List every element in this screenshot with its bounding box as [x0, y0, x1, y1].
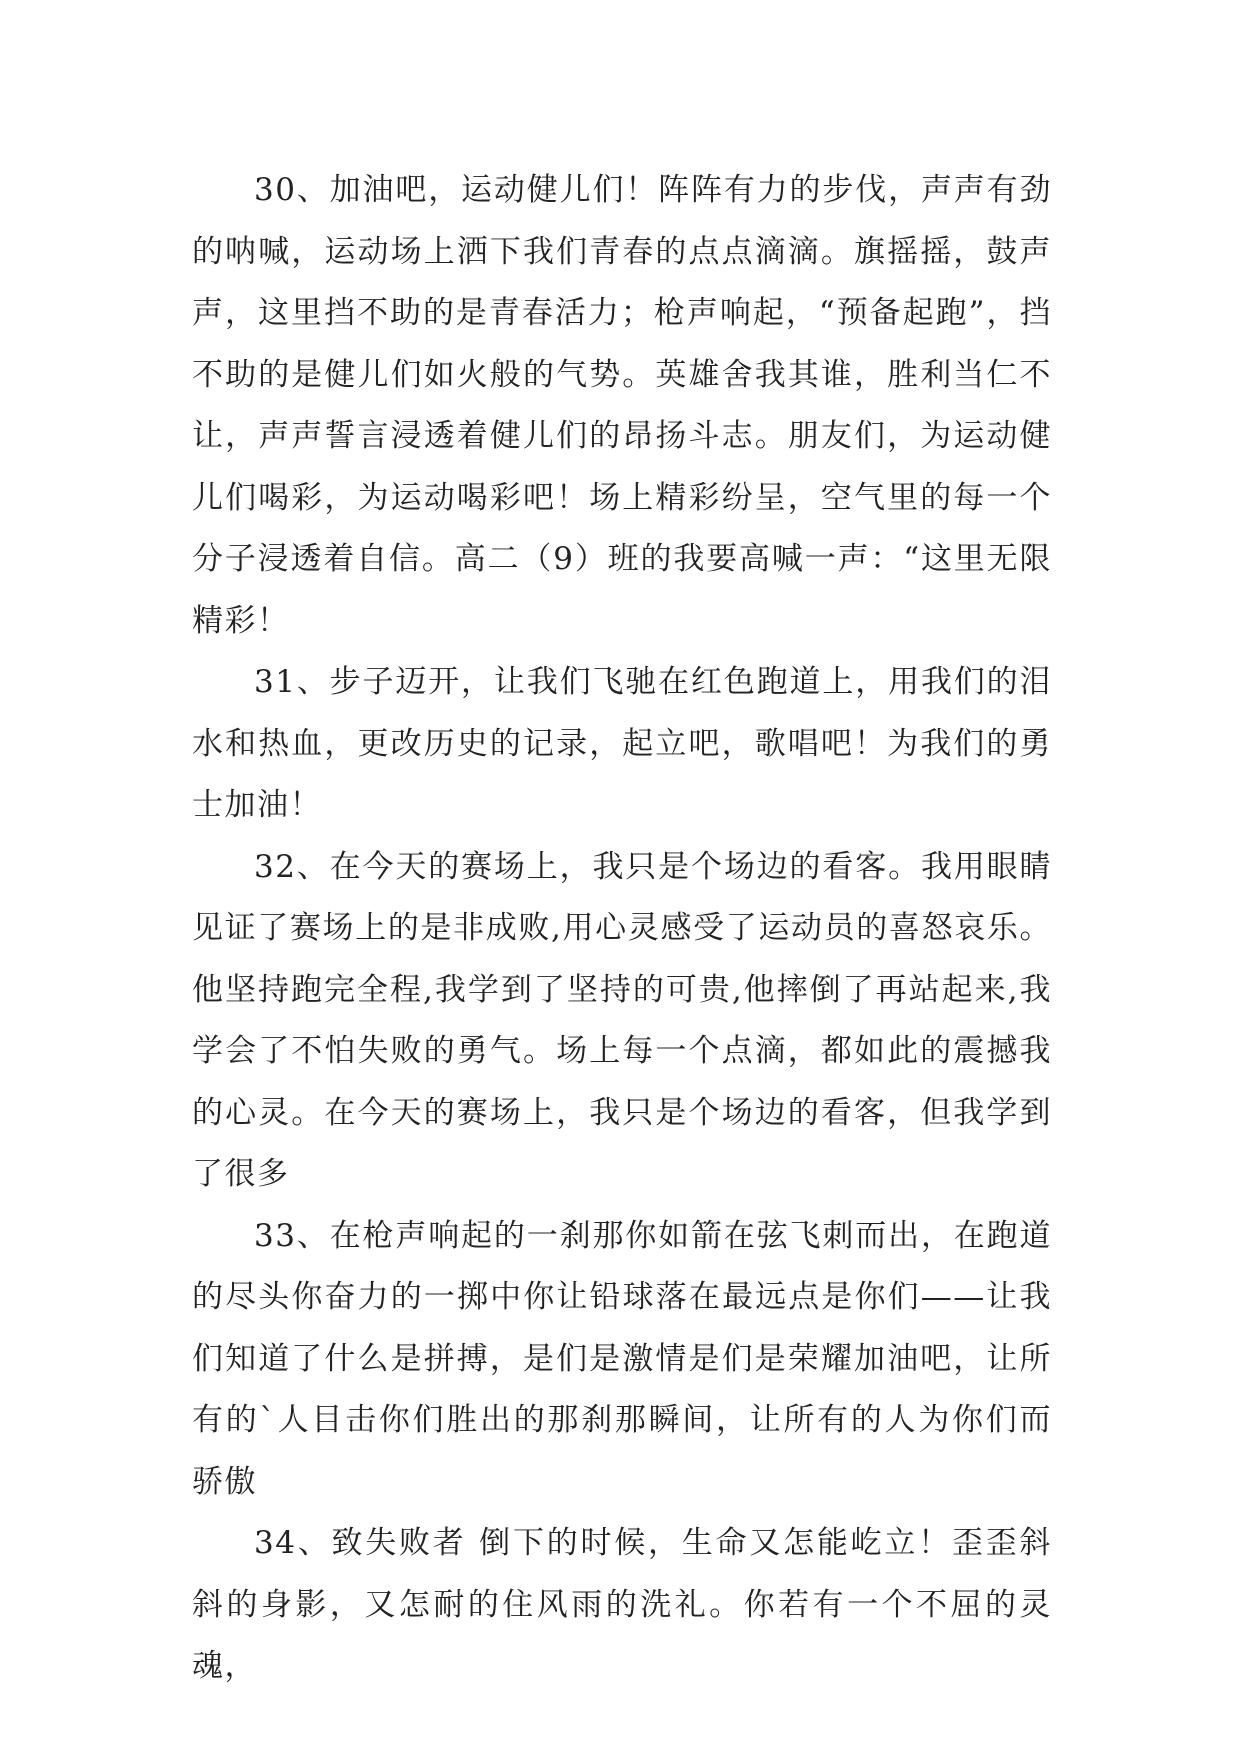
document-body — [192, 160, 1052, 1698]
paragraph-30: 30、加油吧，运动健儿们！阵阵有力的步伐，声声有劲的呐喊，运动场上洒下我们青春的点点滴滴。旗摇摇，鼓声声，这里挡不助的是青春活力；枪声响起，“预备起跑”，挡不助的是健儿们如火般的气势。英雄舍我其谁，胜利当仁不让，声声誓言浸透着健儿们的昂扬斗志。朋友们，为运动健儿们喝彩，为运动喝彩吧！场上精彩纷呈，空气里的每一个分子浸透着自信。高二（9）班的我要高喊一声：“这里无限精彩！ — [192, 172, 1052, 639]
paragraph-34: 34、致失败者 倒下的时候，生命又怎能屹立！歪歪斜斜的身影，又怎耐的住风雨的洗礼。你若有一个不屈的灵魂， — [192, 1525, 1052, 1684]
paragraph-33: 33、在枪声响起的一刹那你如箭在弦飞刺而出，在跑道的尽头你奋力的一掷中你让铅球落在最远点是你们——让我们知道了什么是拼搏，是们是激情是们是荣耀加油吧，让所有的`人目击你们胜出的那刹那瞬间，让所有的人为你们而骄傲 — [192, 1217, 1052, 1500]
paragraph-31: 31、步子迈开，让我们飞驰在红色跑道上，用我们的泪水和热血，更改历史的记录，起立吧，歌唱吧！为我们的勇士加油！ — [192, 664, 1052, 823]
paragraph-32: 32、在今天的赛场上，我只是个场边的看客。我用眼睛见证了赛场上的是非成败,用心灵感受了运动员的喜怒哀乐。他坚持跑完全程,我学到了坚持的可贵,他摔倒了再站起来,我学会了不怕失败的勇气。场上每一个点滴，都如此的震撼我的心灵。在今天的赛场上，我只是个场边的看客，但我学到了很多 — [192, 848, 1052, 1192]
